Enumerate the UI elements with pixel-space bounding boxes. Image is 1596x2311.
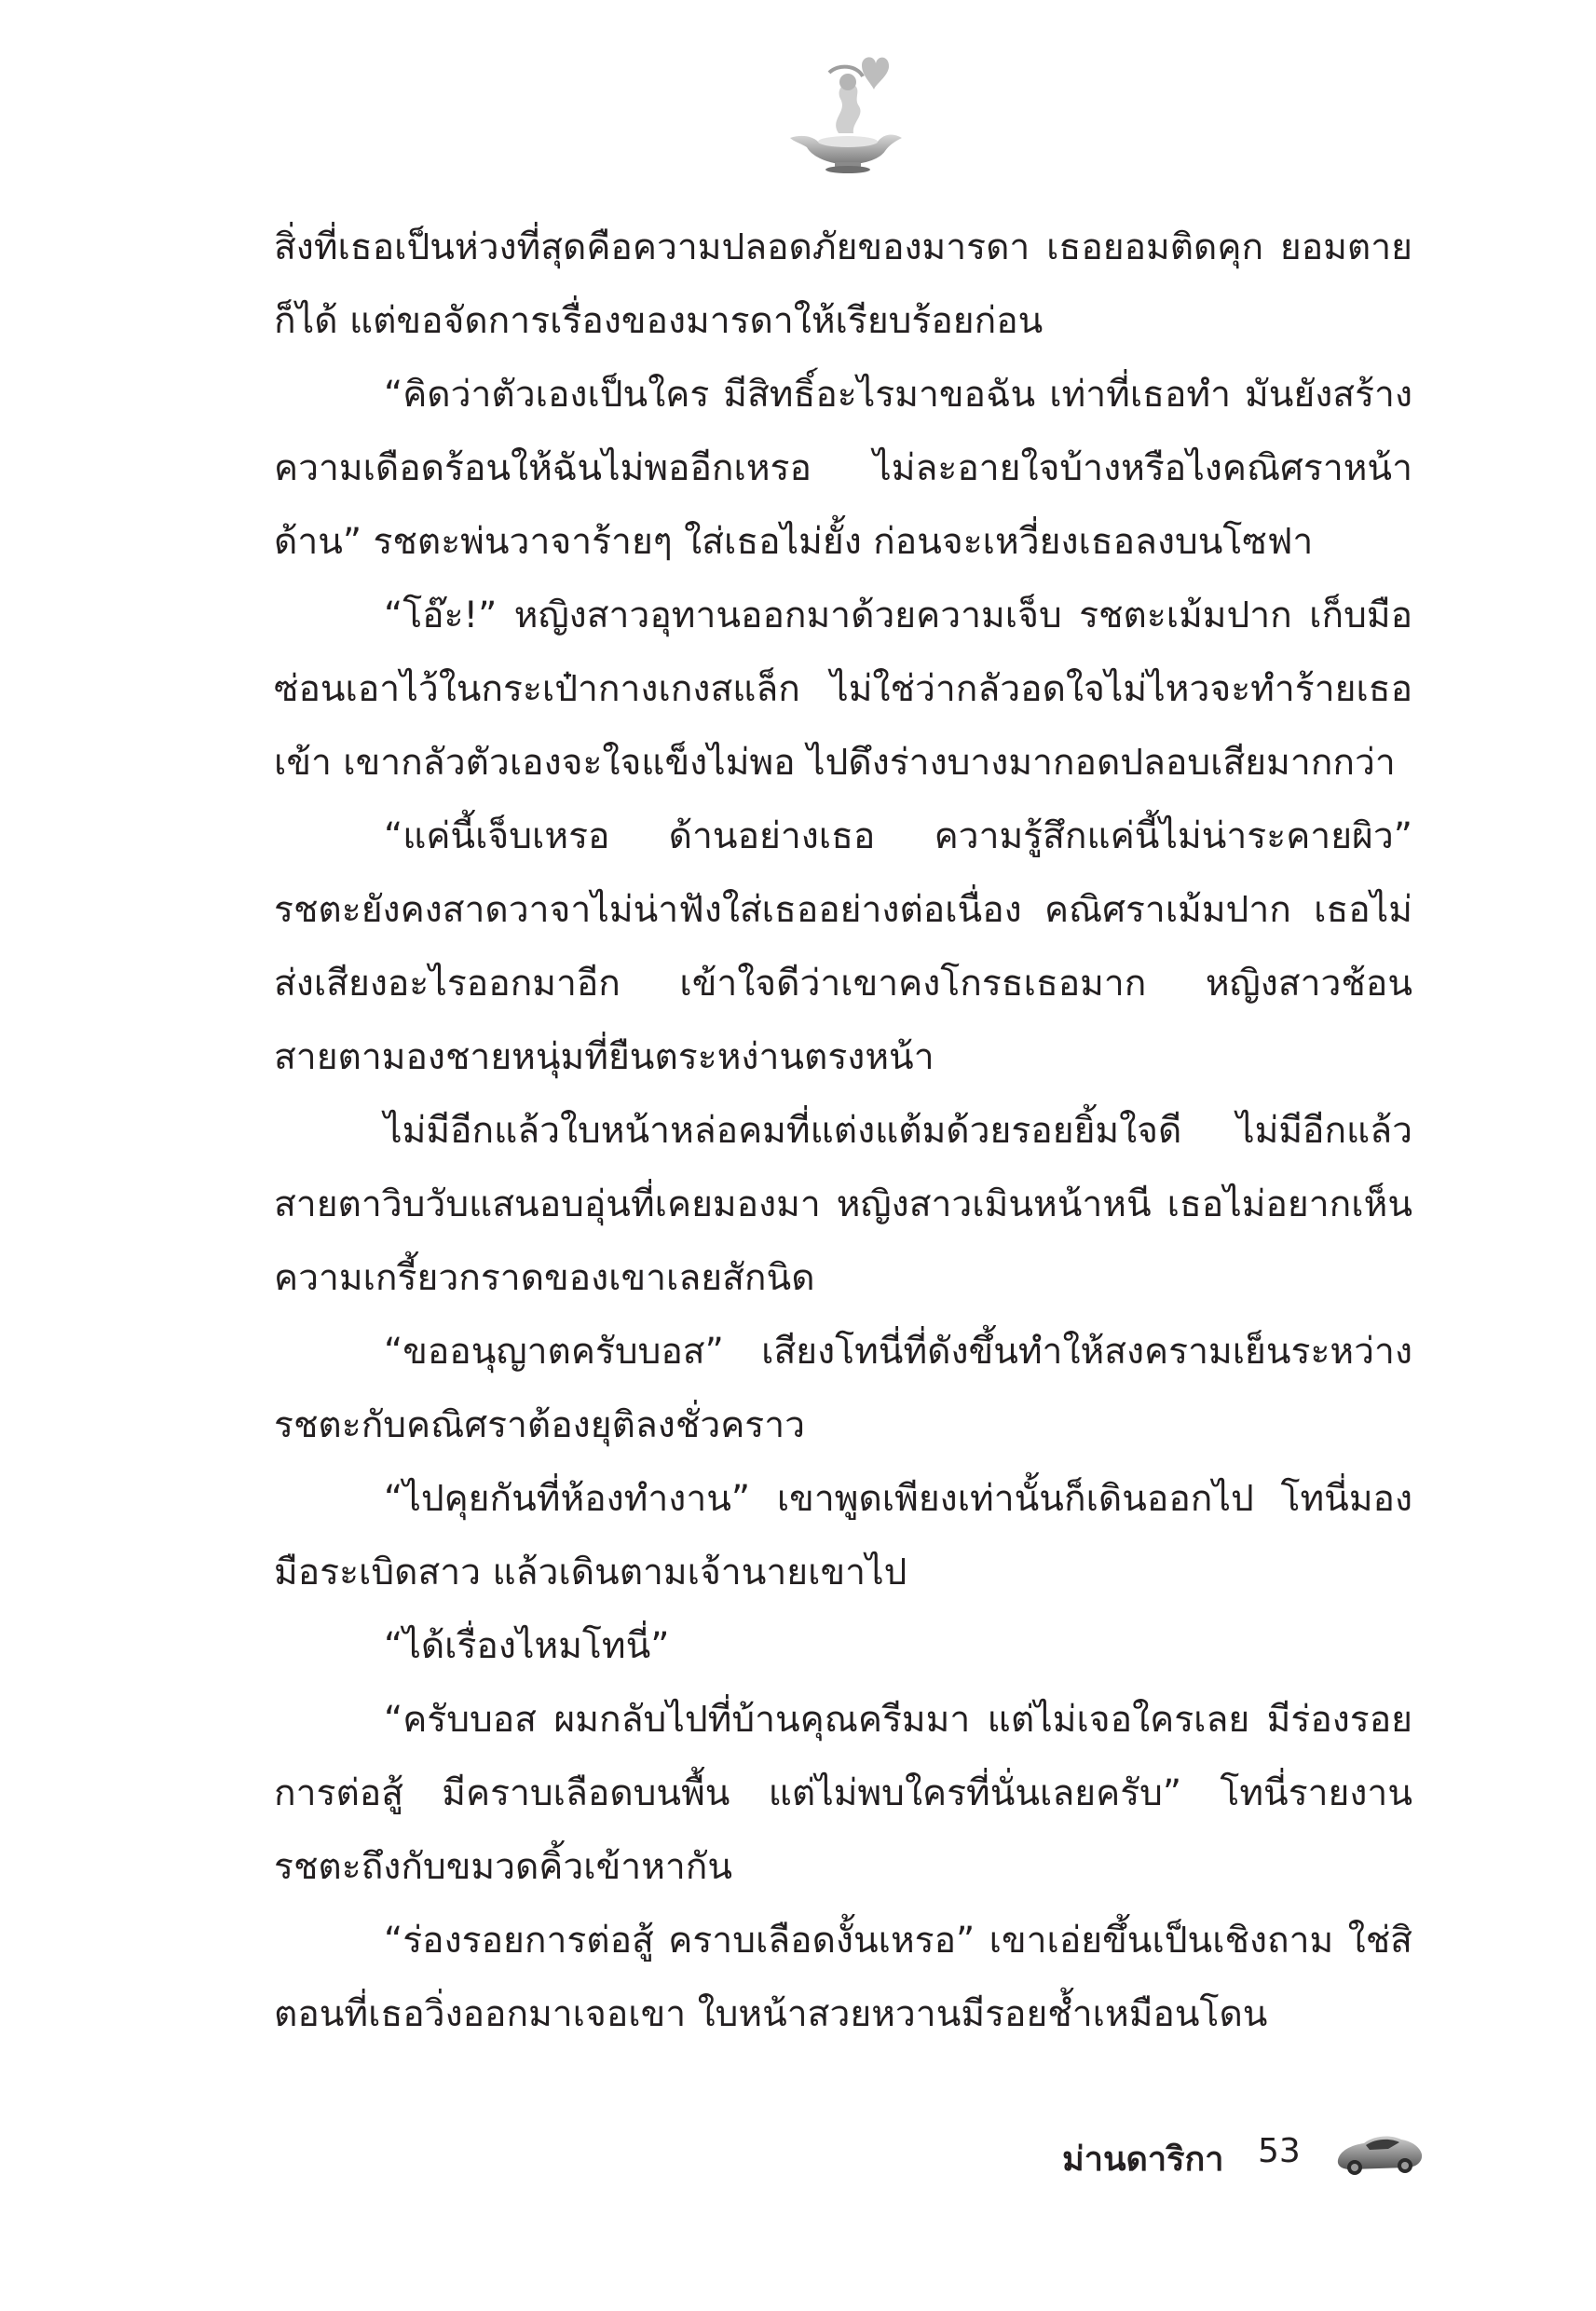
sports-car-icon — [1332, 2126, 1425, 2179]
page-footer — [1062, 2123, 1435, 2188]
paragraph: “ขออนุญาตครับบอส” เสียงโทนี่ที่ดังขึ้นทำให้สงครามเย็นระหว่างรชตะกับคณิศราต้องยุติลงชั่วคราว — [274, 1331, 1412, 1446]
paragraph: “โอ๊ะ!” หญิงสาวอุทานออกมาด้วยความเจ็บ รชตะเม้มปาก เก็บมือซ่อนเอาไว้ในกระเป๋ากางเกงสแล็ก ไม่ใช่ว่ากลัวอดใจไม่ไหวจะทำร้ายเธอเข้า เขากลัวตัวเองจะใจแข็งไม่พอ ไปดึงร่างบางมากอดปลอบเสียมากกว่า — [274, 595, 1412, 784]
paragraph: สิ่งที่เธอเป็นห่วงที่สุดคือความปลอดภัยของมารดา เธอยอมติดคุก ยอมตายก็ได้ แต่ขอจัดการเรื่องของมารดาให้เรียบร้อยก่อน — [274, 226, 1412, 342]
paragraph: “ร่องรอยการต่อสู้ คราบเลือดงั้นเหรอ” เขาเอ่ยขึ้นเป็นเชิงถาม ใช่สิ ตอนที่เธอวิ่งออกมาเจอเขา ใบหน้าสวยหวานมีรอยช้ำเหมือนโดน — [274, 1920, 1412, 2035]
body-text — [274, 211, 1412, 2051]
paragraph: “แค่นี้เจ็บเหรอ ด้านอย่างเธอ ความรู้สึกแค่นี้ไม่น่าระคายผิว” รชตะยังคงสาดวาจาไม่น่าฟังใส่เธออย่างต่อเนื่อง คณิศราเม้มปาก เธอไม่ส่งเสียงอะไรออกมาอีก เข้าใจดีว่าเขาคงโกรธเธอมาก หญิงสาวช้อนสายตามองชายหนุ่มที่ยืนตระหง่านตรงหน้า — [274, 815, 1412, 1078]
page-number: 53 — [1258, 2132, 1301, 2170]
paragraph: “ไปคุยกันที่ห้องทำงาน” เขาพูดเพียงเท่านั้นก็เดินออกไป โทนี่มองมือระเบิดสาว แล้วเดินตามเจ้านายเขาไป — [274, 1478, 1412, 1593]
book-title: ม่านดาริกา — [1062, 2140, 1224, 2179]
paragraph: “ครับบอส ผมกลับไปที่บ้านคุณครีมมา แต่ไม่เจอใครเลย มีร่องรอยการต่อสู้ มีคราบเลือดบนพื้น แต่ไม่พบใครที่นั่นเลยครับ” โทนี่รายงาน รชตะถึงกับขมวดคิ้วเข้าหากัน — [274, 1699, 1412, 1888]
paragraph: “คิดว่าตัวเองเป็นใคร มีสิทธิ์อะไรมาขอฉัน เท่าที่เธอทำ มันยังสร้างความเดือดร้อนให้ฉันไม่พออีกเหรอ ไม่ละอายใจบ้างหรือไงคณิศราหน้าด้าน” รชตะพ่นวาจาร้ายๆ ใส่เธอไม่ยั้ง ก่อนจะเหวี่ยงเธอลงบนโซฟา — [274, 374, 1412, 563]
paragraph: ไม่มีอีกแล้วใบหน้าหล่อคมที่แต่งแต้มด้วยรอยยิ้มใจดี ไม่มีอีกแล้วสายตาวิบวับแสนอบอุ่นที่เคยมองมา หญิงสาวเมินหน้าหนี เธอไม่อยากเห็นความเกรี้ยวกราดของเขาเลยสักนิด — [274, 1110, 1412, 1299]
paragraph: “ได้เรื่องไหมโทนี่” — [384, 1625, 670, 1667]
genie-lamp-icon — [773, 45, 913, 175]
